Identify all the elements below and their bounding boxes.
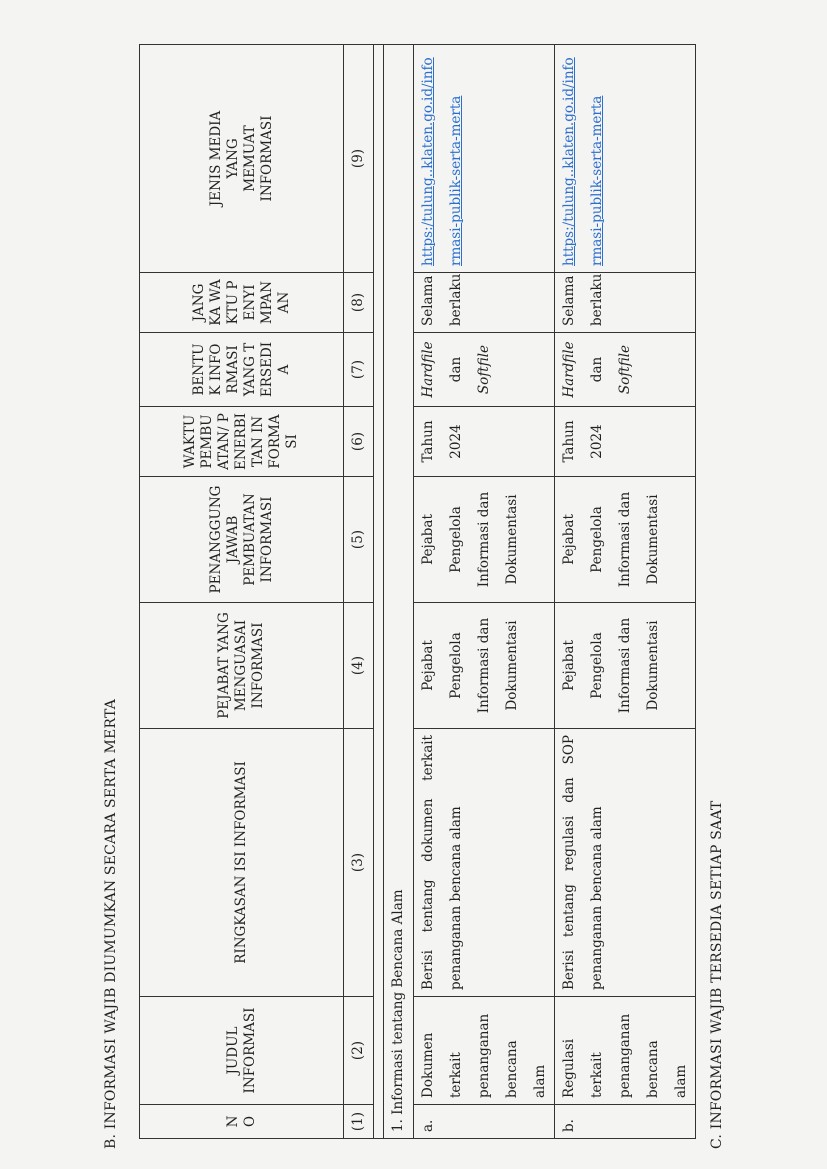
row-bentuk xyxy=(555,333,696,407)
table-row xyxy=(414,45,555,1139)
row-pejabat: Pejabat Pengelola Informasi dan Dokumentasi xyxy=(555,603,696,729)
group-row xyxy=(384,45,414,1139)
table-row xyxy=(555,45,696,1139)
row-waktu: Tahun 2024 xyxy=(555,407,696,477)
header-pejabat: PEJABAT YANG MENGUASAI INFORMASI xyxy=(140,603,344,729)
col-number: (6) xyxy=(344,407,374,477)
row-judul: Regulasi terkait penanganan bencana alam xyxy=(555,997,696,1105)
header-ringkasan: RINGKASAN ISI INFORMASI xyxy=(140,729,344,997)
bentuk-dan: dan xyxy=(589,356,605,383)
media-link[interactable]: https:/tulung..klaten.go.id/informasi-publik-serta-merta xyxy=(420,57,464,266)
information-table xyxy=(139,44,696,1139)
group-title: 1. Informasi tentang Bencana Alam xyxy=(384,45,414,1139)
row-jangka-waktu: Selama berlaku xyxy=(555,273,696,333)
row-media xyxy=(414,45,555,273)
header-jangka-waktu: JANGKA WAKTU PENYIMPANAN xyxy=(140,273,344,333)
media-link[interactable]: https:/tulung..klaten.go.id/informasi-publik-serta-merta xyxy=(561,57,605,266)
col-number: (5) xyxy=(344,477,374,603)
spacer-row xyxy=(374,45,384,1139)
header-no: N O xyxy=(140,1105,344,1139)
row-ringkasan: Berisi tentang regulasi dan SOP penanganan bencana alam xyxy=(555,729,696,997)
row-penanggung-jawab: Pejabat Pengelola Informasi dan Dokumentasi xyxy=(414,477,555,603)
bentuk-hardfile: Hardfile xyxy=(420,341,436,398)
row-no: a. xyxy=(414,1105,555,1139)
bentuk-hardfile: Hardfile xyxy=(561,341,577,398)
header-judul: JUDUL INFORMASI xyxy=(140,997,344,1105)
bentuk-dan: dan xyxy=(448,356,464,383)
section-b-title: B. INFORMASI WAJIB DIUMUMKAN SECARA SERTA MERTA xyxy=(103,698,119,1149)
header-row xyxy=(140,45,344,1139)
col-number: (9) xyxy=(344,45,374,273)
spacer-cell xyxy=(374,45,384,1139)
col-number: (3) xyxy=(344,729,374,997)
row-judul: Dokumen terkait penanganan bencana alam xyxy=(414,997,555,1105)
header-bentuk: BENTUK INFORMASI YANG TERSEDIA xyxy=(140,333,344,407)
row-bentuk xyxy=(414,333,555,407)
col-number: (8) xyxy=(344,273,374,333)
col-number: (2) xyxy=(344,997,374,1105)
column-number-row xyxy=(344,45,374,1139)
col-number: (4) xyxy=(344,603,374,729)
row-penanggung-jawab: Pejabat Pengelola Informasi dan Dokumentasi xyxy=(555,477,696,603)
header-waktu: WAKTU PEMBUATAN/ PENERBITAN INFORMASI xyxy=(140,407,344,477)
col-number: (7) xyxy=(344,333,374,407)
row-jangka-waktu: Selama berlaku xyxy=(414,273,555,333)
section-c-title: C. INFORMASI WAJIB TERSEDIA SETIAP SAAT xyxy=(709,800,725,1149)
bentuk-softfile: Softfile xyxy=(617,344,633,395)
header-penanggung-jawab: PENANGGUNG JAWAB PEMBUATAN INFORMASI xyxy=(140,477,344,603)
row-ringkasan: Berisi tentang dokumen terkait penanganan bencana alam xyxy=(414,729,555,997)
col-number: (1) xyxy=(344,1105,374,1139)
header-jenis-media: JENIS MEDIA YANG MEMUAT INFORMASI xyxy=(140,45,344,273)
row-media xyxy=(555,45,696,273)
bentuk-softfile: Softfile xyxy=(476,344,492,395)
row-no: b. xyxy=(555,1105,696,1139)
row-waktu: Tahun 2024 xyxy=(414,407,555,477)
row-pejabat: Pejabat Pengelola Informasi dan Dokumentasi xyxy=(414,603,555,729)
